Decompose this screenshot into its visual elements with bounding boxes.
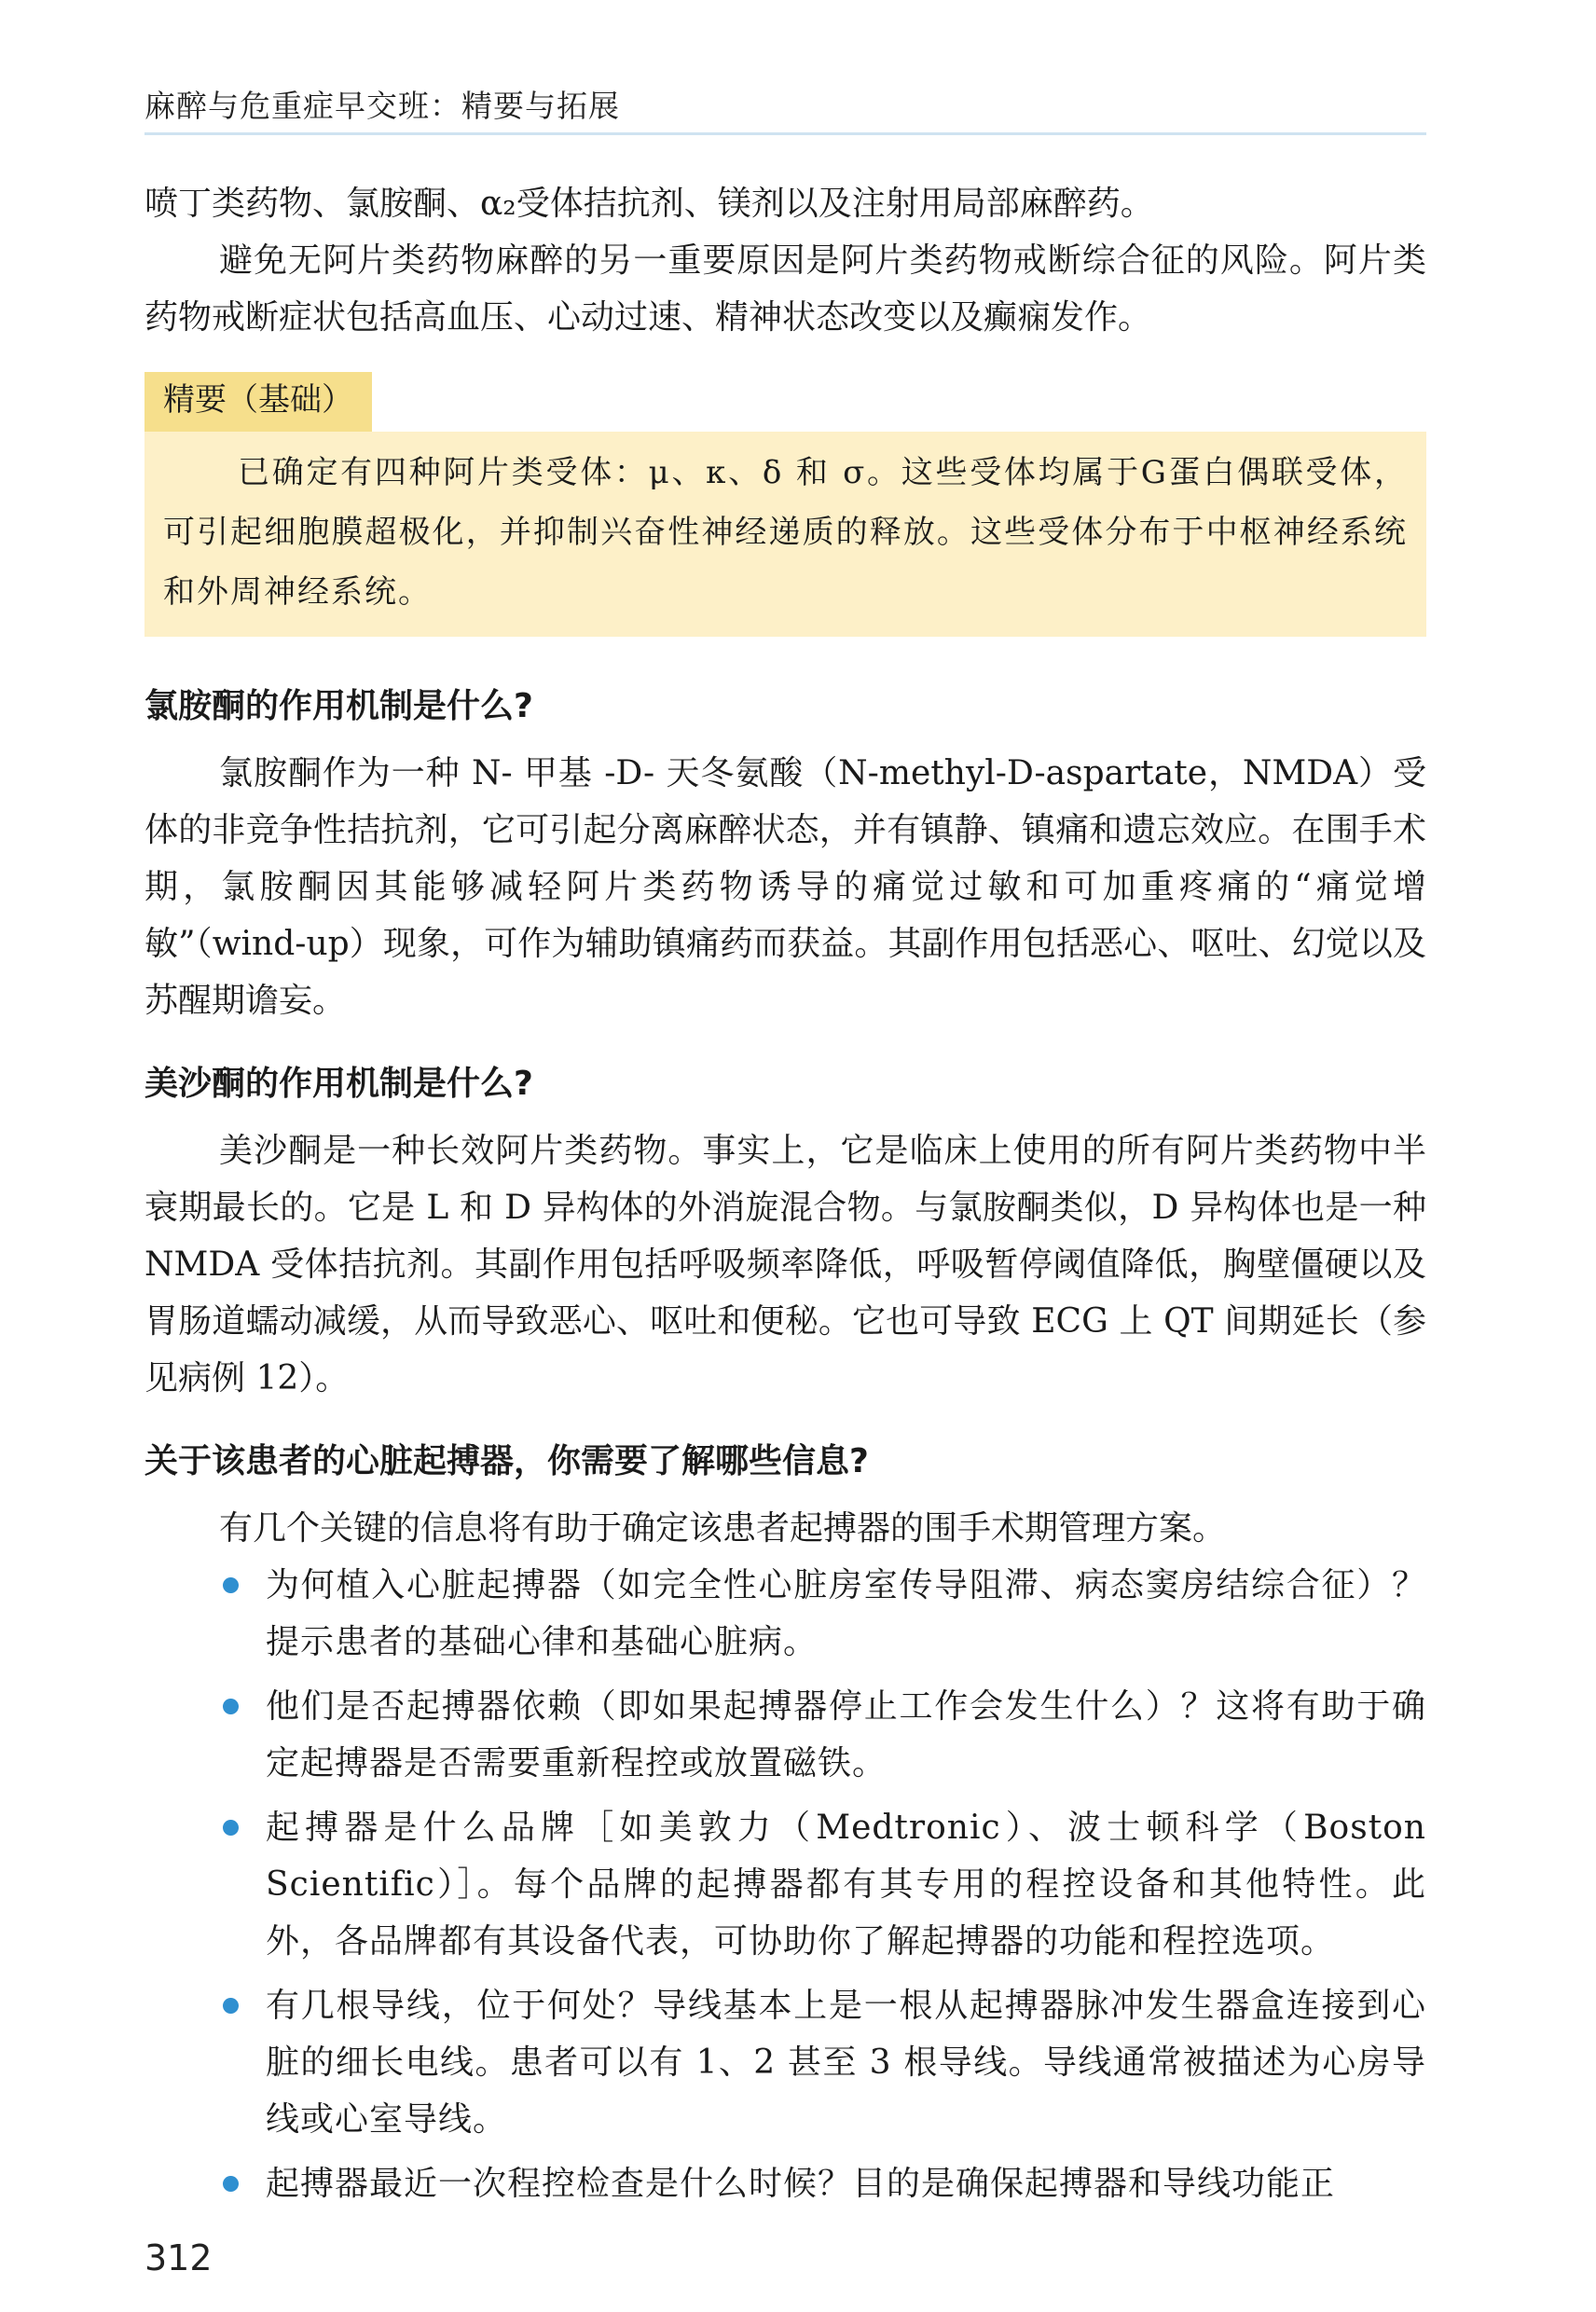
header-rule	[144, 132, 1426, 135]
bullet-dot-icon	[223, 1699, 239, 1714]
section-paragraph-ketamine: 氯胺酮作为一种 N- 甲基 -D- 天冬氨酸（N-methyl-D-aspartate，NMDA）受体的非竞争性拮抗剂，它可引起分离麻醉状态，并有镇静、镇痛和遗忘效应。在围手术期，氯胺酮因其能够减轻阿片类药物诱导的痛觉过敏和可加重疼痛的“痛觉增敏”（wind-up）现象，可作为辅助镇痛药而获益。其副作用包括恶心、呕吐、幻觉以及苏醒期谵妄。	[144, 754, 1426, 1020]
list-item-text: 他们是否起搏器依赖（即如果起搏器停止工作会发生什么）？这将有助于确定起搏器是否需要重新程控或放置磁铁。	[266, 1687, 1426, 1782]
key-points-text: 已确定有四种阿片类受体：μ、κ、δ 和 σ。这些受体均属于G蛋白偶联受体，可引起细胞膜超极化，并抑制兴奋性神经递质的释放。这些受体分布于中枢神经系统和外周神经系统。	[163, 454, 1408, 611]
list-item-text: 起搏器是什么品牌［如美敦力（Medtronic）、波士顿科学（Boston Scientific）］。每个品牌的起搏器都有其专用的程控设备和其他特性。此外，各品牌都有其设备代表，可协助你了解起搏器的功能和程控选项。	[266, 1809, 1426, 1961]
bullet-dot-icon	[223, 1820, 239, 1836]
bullet-dot-icon	[223, 1998, 239, 2014]
pacemaker-bullet-list	[144, 1557, 1426, 2212]
bullet-dot-icon	[223, 1577, 239, 1593]
section-heading-pacemaker: 关于该患者的心脏起搏器，你需要了解哪些信息?	[144, 1442, 869, 1480]
key-points-box	[144, 432, 1426, 637]
list-item-text: 有几根导线，位于何处？导线基本上是一根从起搏器脉冲发生器盒连接到心脏的细长电线。患者可以有 1、2 甚至 3 根导线。导线通常被描述为心房导线或心室导线。	[266, 1987, 1426, 2139]
list-item-text: 起搏器最近一次程控检查是什么时候？目的是确保起搏器和导线功能正	[266, 2165, 1336, 2203]
intro-paragraph-continued: 喷丁类药物、氯胺酮、α₂受体拮抗剂、镁剂以及注射用局部麻醉药。	[144, 185, 1154, 223]
list-item	[144, 1557, 1426, 1671]
page-number: 312	[144, 2237, 213, 2278]
section-heading-methadone: 美沙酮的作用机制是什么?	[144, 1065, 533, 1103]
section-paragraph-methadone: 美沙酮是一种长效阿片类药物。事实上，它是临床上使用的所有阿片类药物中半衰期最长的。它是 L 和 D 异构体的外消旋混合物。与氯胺酮类似，D 异构体也是一种 NMDA 受体拮抗剂。其副作用包括呼吸频率降低，呼吸暂停阈值降低，胸壁僵硬以及胃肠道蠕动减缓，从而导致恶心、呕吐和便秘。它也可导致 ECG 上 QT 间期延长（参见病例 12）。	[144, 1132, 1426, 1397]
bullet-dot-icon	[223, 2176, 239, 2192]
list-item	[144, 2155, 1426, 2212]
running-header: 麻醉与危重症早交班：精要与拓展	[144, 88, 620, 124]
key-points-panel	[144, 372, 1426, 637]
section-heading-ketamine: 氯胺酮的作用机制是什么?	[144, 687, 533, 725]
list-item	[144, 1678, 1426, 1792]
list-item	[144, 1977, 1426, 2148]
section-paragraph-pacemaker: 有几个关键的信息将有助于确定该患者起搏器的围手术期管理方案。	[219, 1509, 1227, 1548]
page-content	[144, 175, 1426, 2220]
key-points-label: 精要（基础）	[144, 372, 372, 432]
list-item	[144, 1799, 1426, 1970]
list-item-text: 为何植入心脏起搏器（如完全性心脏房室传导阻滞、病态窦房结综合征）？提示患者的基础心律和基础心脏病。	[266, 1566, 1426, 1661]
intro-paragraph: 避免无阿片类药物麻醉的另一重要原因是阿片类药物戒断综合征的风险。阿片类药物戒断症状包括高血压、心动过速、精神状态改变以及癫痫发作。	[144, 241, 1426, 337]
